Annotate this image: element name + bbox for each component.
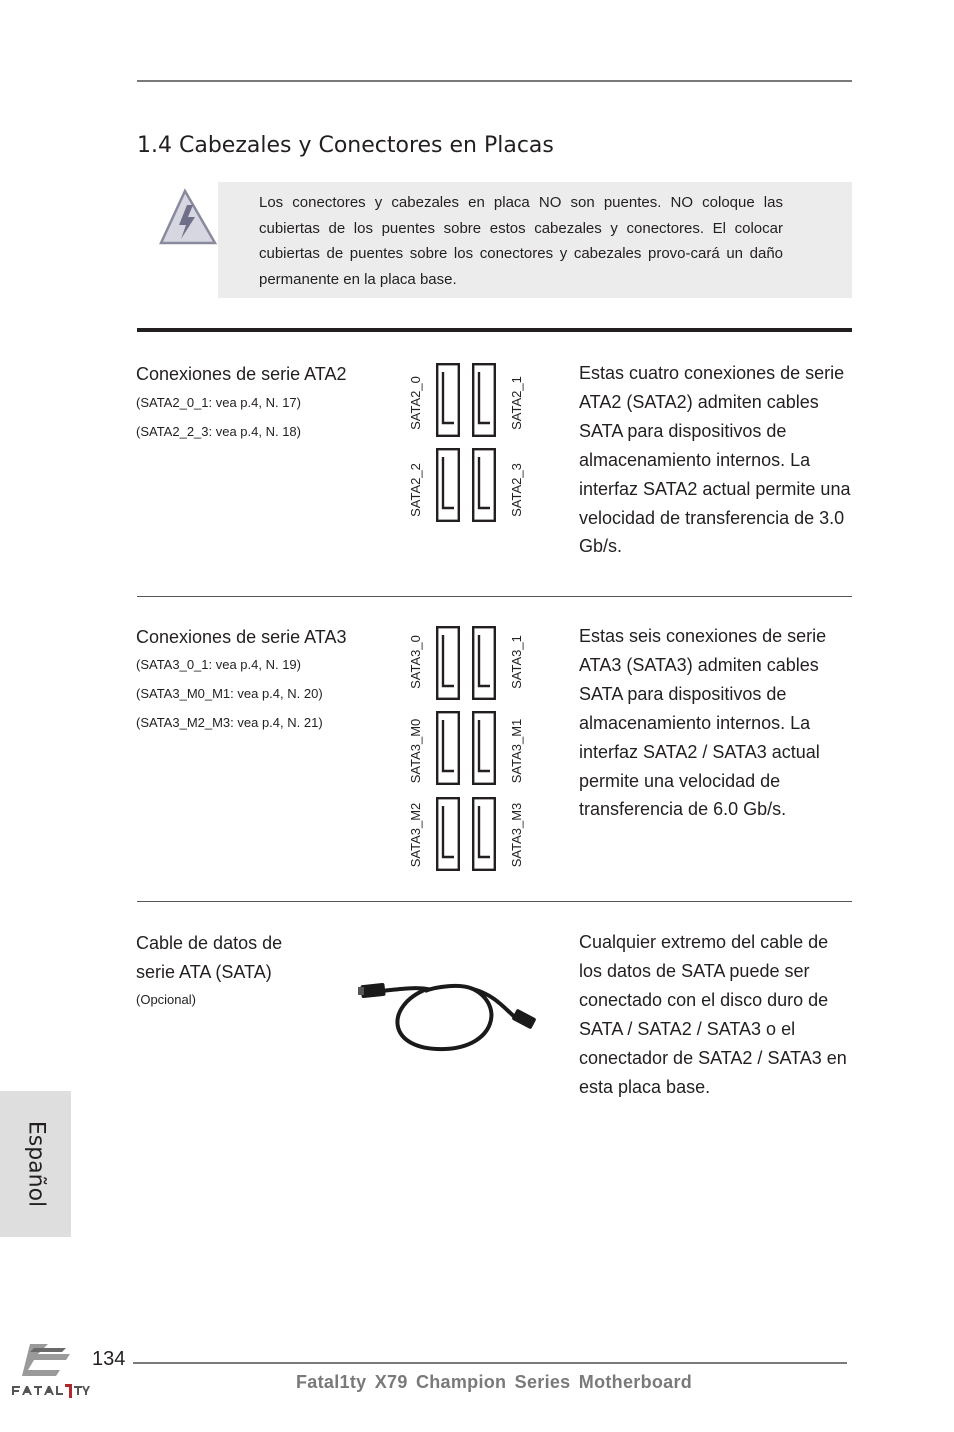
port-label-sata3-m1: SATA3_M1 <box>509 718 524 784</box>
sata3-ref-1: (SATA3_0_1: vea p.4, N. 19) <box>136 657 301 672</box>
footer-rule <box>133 1362 847 1364</box>
port-label-sata2-3: SATA2_3 <box>509 463 524 517</box>
top-rule <box>137 80 852 82</box>
sata2-description: Estas cuatro conexiones de serie ATA2 (SATA2) admiten cables SATA para dispositivos de almacenamiento internos. La interfaz SATA2 actual permite una velocidad de transferencia de 3.0 Gb/s. <box>579 363 851 557</box>
sata2-ref-2: (SATA2_2_3: vea p.4, N. 18) <box>136 424 301 439</box>
port-label-sata2-2: SATA2_2 <box>408 463 423 517</box>
footer-title: Fatal1ty X79 Champion Series Motherboard <box>296 1372 693 1392</box>
sata-port-connector-icon <box>472 797 496 871</box>
cable-title-line2: serie ATA (SATA) <box>136 962 272 982</box>
cable-title-line1: Cable de datos de <box>136 933 283 953</box>
fatal1ty-logo-icon <box>8 1340 92 1402</box>
warning-lightning-icon <box>157 185 219 247</box>
sata-port-connector-icon <box>436 797 460 871</box>
port-label-sata3-0: SATA3_0 <box>408 635 423 689</box>
sata-port-connector-icon <box>436 448 460 522</box>
sata2-ref-1: (SATA2_0_1: vea p.4, N. 17) <box>136 395 301 410</box>
port-label-sata2-1: SATA2_1 <box>509 376 524 430</box>
sata-port-connector-icon <box>472 363 496 437</box>
section-divider <box>137 901 852 902</box>
port-label-sata3-m3: SATA3_M3 <box>509 802 524 868</box>
caution-note-text: Los conectores y cabezales en placa NO son puentes. NO coloque las cubiertas de los puentes sobre estos cabezales y conectores. El colocar cubiertas de puentes sobre los conectores y cabezales provo-cará un daño permanente en la placa base. <box>259 194 783 288</box>
sata-port-connector-icon <box>436 363 460 437</box>
sata2-title: Conexiones de serie ATA2 <box>136 364 347 384</box>
port-label-sata2-0: SATA2_0 <box>408 376 423 430</box>
cable-optional-note: (Opcional) <box>136 992 196 1007</box>
sata-port-connector-icon <box>436 626 460 700</box>
section-divider-thick <box>137 328 852 332</box>
sata-port-connector-icon <box>472 711 496 785</box>
sata-port-connector-icon <box>436 711 460 785</box>
sata-cable-illustration <box>355 965 545 1055</box>
port-label-sata3-m2: SATA3_M2 <box>408 802 423 868</box>
language-side-tab-label-wrap <box>0 1091 71 1237</box>
language-side-tab-label: Español <box>23 1120 48 1208</box>
cable-description: Cualquier extremo del cable de los datos de SATA puede ser conectado con el disco duro de SATA / SATA2 / SATA3 o el conectador de SATA2 / SATA3 en esta placa base. <box>579 932 847 1097</box>
page-number: 134 <box>92 1348 126 1370</box>
port-label-sata3-m0: SATA3_M0 <box>408 718 423 784</box>
sata-port-connector-icon <box>472 626 496 700</box>
section-title: 1.4 Cabezales y Conectores en Placas <box>137 133 554 158</box>
sata3-description: Estas seis conexiones de serie ATA3 (SATA3) admiten cables SATA para dispositivos de almacenamiento internos. La interfaz SATA2 / SATA3 actual permite una velocidad de transferencia de 6.0 Gb/s. <box>579 626 827 820</box>
sata-port-connector-icon <box>472 448 496 522</box>
section-divider <box>137 596 852 597</box>
sata3-title: Conexiones de serie ATA3 <box>136 627 347 647</box>
sata3-ref-3: (SATA3_M2_M3: vea p.4, N. 21) <box>136 715 323 730</box>
port-label-sata3-1: SATA3_1 <box>509 635 524 689</box>
sata3-ref-2: (SATA3_M0_M1: vea p.4, N. 20) <box>136 686 323 701</box>
